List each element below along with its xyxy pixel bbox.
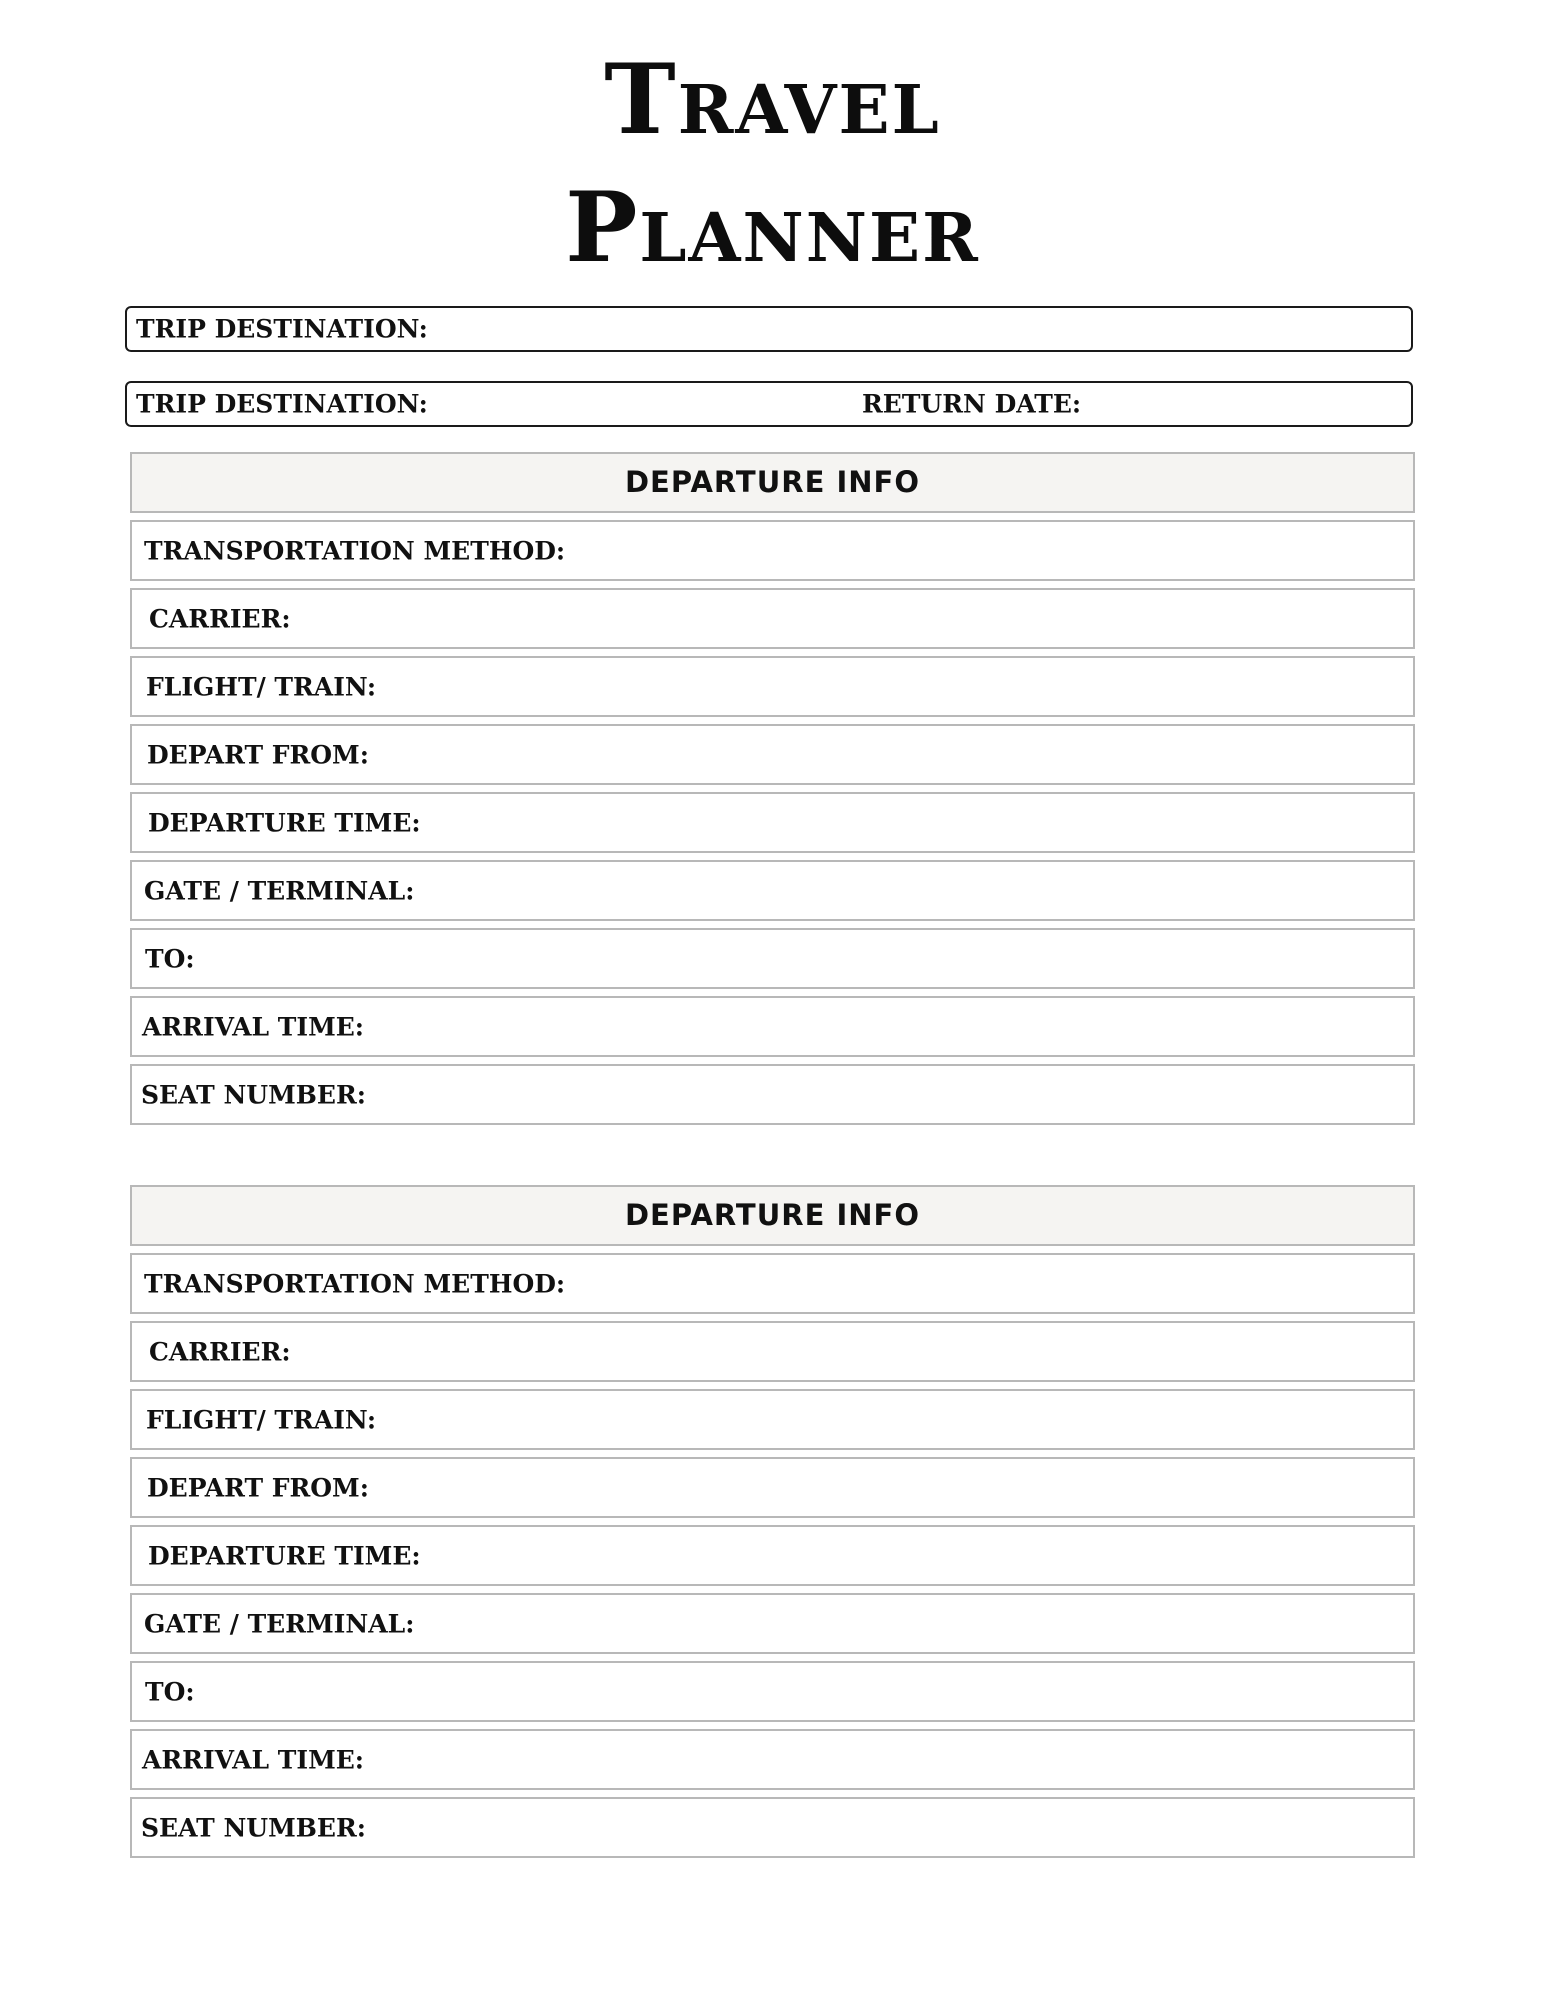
transportation-method-field[interactable] <box>130 520 1415 581</box>
flight-train-field[interactable] <box>130 1389 1415 1450</box>
trip-dates-field[interactable] <box>125 381 1413 427</box>
trip-destination-field[interactable] <box>125 306 1413 352</box>
section-header: DEPARTURE INFO <box>130 1185 1415 1246</box>
gate-terminal-field[interactable] <box>130 1593 1415 1654</box>
field-label: DEPARTURE TIME: <box>148 1541 421 1570</box>
seat-number-field[interactable] <box>130 1797 1415 1858</box>
to-field[interactable] <box>130 1661 1415 1722</box>
field-label: GATE / TERMINAL: <box>144 1609 415 1638</box>
field-label: DEPART FROM: <box>147 740 369 769</box>
trip-destination-label-2: TRIP DESTINATION: <box>136 389 428 419</box>
depart-from-field[interactable] <box>130 724 1415 785</box>
departure-info-section-1 <box>130 452 1415 1125</box>
field-label: GATE / TERMINAL: <box>144 876 415 905</box>
return-date-label: RETURN DATE: <box>862 389 1082 419</box>
field-label: SEAT NUMBER: <box>141 1080 366 1109</box>
gate-terminal-field[interactable] <box>130 860 1415 921</box>
field-label: ARRIVAL TIME: <box>142 1012 365 1041</box>
departure-time-field[interactable] <box>130 792 1415 853</box>
field-label: TO: <box>145 944 195 973</box>
depart-from-field[interactable] <box>130 1457 1415 1518</box>
page-title-line-1: Travel <box>604 43 941 156</box>
departure-time-field[interactable] <box>130 1525 1415 1586</box>
carrier-field[interactable] <box>130 588 1415 649</box>
to-field[interactable] <box>130 928 1415 989</box>
field-label: TO: <box>145 1677 195 1706</box>
carrier-field[interactable] <box>130 1321 1415 1382</box>
field-label: ARRIVAL TIME: <box>142 1745 365 1774</box>
flight-train-field[interactable] <box>130 656 1415 717</box>
trip-destination-label: TRIP DESTINATION: <box>136 314 428 344</box>
arrival-time-field[interactable] <box>130 1729 1415 1790</box>
field-label: CARRIER: <box>149 604 291 633</box>
field-label: DEPARTURE TIME: <box>148 808 421 837</box>
departure-info-section-2 <box>130 1185 1415 1858</box>
transportation-method-field[interactable] <box>130 1253 1415 1314</box>
section-header: DEPARTURE INFO <box>130 452 1415 513</box>
field-label: TRANSPORTATION METHOD: <box>144 536 566 565</box>
page-title-line-2: Planner <box>565 171 980 284</box>
field-label: TRANSPORTATION METHOD: <box>144 1269 566 1298</box>
seat-number-field[interactable] <box>130 1064 1415 1125</box>
field-label: SEAT NUMBER: <box>141 1813 366 1842</box>
arrival-time-field[interactable] <box>130 996 1415 1057</box>
field-label: DEPART FROM: <box>147 1473 369 1502</box>
field-label: CARRIER: <box>149 1337 291 1366</box>
field-label: FLIGHT/ TRAIN: <box>146 1405 377 1434</box>
field-label: FLIGHT/ TRAIN: <box>146 672 377 701</box>
